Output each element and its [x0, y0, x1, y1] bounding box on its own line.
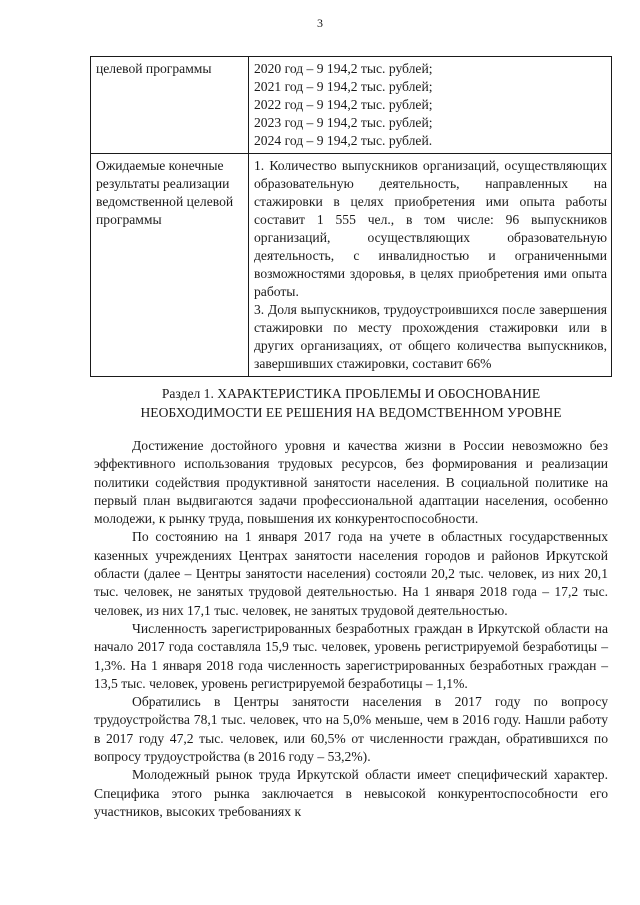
- expected-results-cell: [249, 154, 612, 377]
- paragraph: По состоянию на 1 января 2017 года на учете в областных государственных казенных учреждениях Центрах занятости населения городов и районов Иркутской области (далее – Центры занятости населения) состояли 20,2 тыс. человек, из них 20,1 тыс. человек, не занятых трудовой деятельностью. На 1 января 2018 года – 17,2 тыс. человек, из них 17,1 тыс. человек, не занятых трудовой деятельностью.: [94, 529, 608, 618]
- funding-line: 2022 год – 9 194,2 тыс. рублей;: [254, 97, 433, 112]
- section-heading-line: Раздел 1. ХАРАКТЕРИСТИКА ПРОБЛЕМЫ И ОБОСНОВАНИЕ: [161, 386, 541, 401]
- funding-line: 2020 год – 9 194,2 тыс. рублей;: [254, 61, 433, 76]
- row-label: Ожидаемые конечные результаты реализации ведомственной целевой программы: [91, 154, 249, 377]
- section-heading: [94, 384, 608, 422]
- table-row: [91, 57, 612, 154]
- result-item: 1. Количество выпускников организаций, осуществляющих образовательную деятельность, направленных на стажировки в целях приобретения ими опыта работы составит 1 555 чел., в том числе: 96 выпускников организаций, осуществляющих образовательную деятельность, с инвалидностью и ограниченными возможностями здоровья, в целях приобретения ими опыта работы.: [254, 158, 607, 299]
- result-item: 3. Доля выпускников, трудоустроившихся после завершения стажировки по месту прохождения стажировки или в других организациях, от общего количества выпускников, завершивших стажировки, составит 66%: [254, 302, 607, 371]
- funding-line: 2024 год – 9 194,2 тыс. рублей.: [254, 133, 433, 148]
- row-label: целевой программы: [91, 57, 249, 154]
- funding-line: 2021 год – 9 194,2 тыс. рублей;: [254, 79, 433, 94]
- funding-line: 2023 год – 9 194,2 тыс. рублей;: [254, 115, 433, 130]
- program-passport-table: [90, 56, 612, 377]
- page-number: 3: [317, 16, 323, 30]
- table-row: [91, 154, 612, 377]
- section-heading-line: НЕОБХОДИМОСТИ ЕЕ РЕШЕНИЯ НА ВЕДОМСТВЕННОМ УРОВНЕ: [140, 405, 562, 420]
- paragraph: Численность зарегистрированных безработных граждан в Иркутской области на начало 2017 года составляла 15,9 тыс. человек, уровень регистрируемой безработицы – 1,3%. На 1 января 2018 года численность зарегистрированных безработных граждан – 13,5 тыс. человек, уровень регистрируемой безработицы – 1,1%.: [94, 620, 608, 691]
- paragraph: Молодежный рынок труда Иркутской области имеет специфический характер. Специфика этого рынка заключается в невысокой конкурентоспособности его участников, высоких требованиях к: [94, 767, 608, 819]
- funding-by-year-cell: [249, 57, 612, 154]
- paragraph: Обратились в Центры занятости населения в 2017 году по вопросу трудоустройства 78,1 тыс. человек, что на 5,0% меньше, чем в 2016 году. Нашли работу в 2017 году 47,2 тыс. человек, или 60,5% от численности граждан, обратившихся по вопросу трудоустройства (в 2016 году – 53,2%).: [94, 694, 608, 765]
- paragraph: Достижение достойного уровня и качества жизни в России невозможно без эффективного использования трудовых ресурсов, без формирования и реализации политики содействия продуктивной занятости населения. В социальной политике на первый план выдвигаются задачи профессиональной адаптации населения, особенно молодежи, к рынку труда, повышения их конкурентоспособности.: [94, 438, 608, 527]
- section-body: [94, 437, 608, 821]
